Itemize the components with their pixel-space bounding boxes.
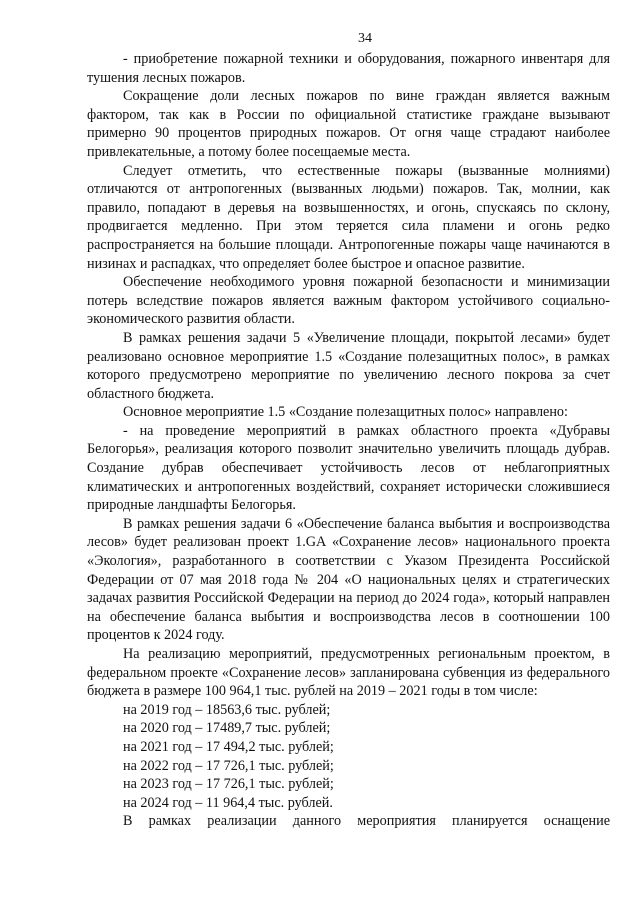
body-text (87, 50, 610, 831)
paragraph-oak-forests: - на проведение мероприятий в рамках областного проекта «Дубравы Белогорья», реализация которого позволит значительно увеличить площадь дубрав. Создание дубрав обеспечивает устойчивость лесов от неблагоприятных климатических и антропогенных воздействий, сохраняет исторически сложившиеся природные ландшафты Белогорья. (87, 422, 610, 514)
paragraph-measure-1-5: Основное мероприятие 1.5 «Создание полезащитных полос» направлено: (123, 404, 568, 421)
funding-2023: на 2023 год – 17 726,1 тыс. рублей; (123, 776, 334, 793)
page-number: 34 (358, 31, 372, 46)
paragraph-citizen-fires: Сокращение доли лесных пожаров по вине граждан является важным фактором, так как в России по официальной статистике граждане вызывают примерно 90 процентов природных пожаров. От огня чаще страдают наиболее привлекательные, а потому более посещаемые места. (87, 88, 610, 160)
funding-2020: на 2020 год – 17489,7 тыс. рублей; (123, 720, 331, 737)
paragraph-fire-equipment: - приобретение пожарной техники и оборудования, пожарного инвентаря для тушения лесных пожаров. (87, 51, 610, 86)
funding-2019: на 2019 год – 18563,6 тыс. рублей; (123, 701, 331, 718)
paragraph-final-line: В рамках реализации данного мероприятия планируется оснащение (123, 813, 610, 830)
paragraph-fire-safety: Обеспечение необходимого уровня пожарной безопасности и минимизации потерь вследствие пожаров является важным фактором устойчивого социально-экономического развития области. (87, 274, 610, 328)
funding-2024: на 2024 год – 11 964,4 тыс. рублей. (123, 794, 333, 811)
funding-2022: на 2022 год – 17 726,1 тыс. рублей; (123, 757, 334, 774)
funding-2021: на 2021 год – 17 494,2 тыс. рублей; (123, 738, 334, 755)
paragraph-task-6: В рамках решения задачи 6 «Обеспечение баланса выбытия и воспроизводства лесов» будет реализован проект 1.GA «Сохранение лесов» национального проекта «Экология», разработанного в соответствии с Указом Президента Российской Федерации от 07 мая 2018 года № 204 «О национальных целях и стратегических задачах развития Российской Федерации на период до 2024 года», который направлен на обеспечение баланса выбытия и воспроизводства лесов в соотношении 100 процентов к 2024 году. (87, 515, 610, 644)
paragraph-task-5: В рамках решения задачи 5 «Увеличение площади, покрытой лесами» будет реализовано основное мероприятие 1.5 «Создание полезащитных полос», в рамках которого предусмотрено мероприятие по увеличению лесного покрова за счет областного бюджета. (87, 329, 610, 402)
funding-list (87, 701, 610, 813)
paragraph-natural-fires: Следует отметить, что естественные пожары (вызванные молниями) отличаются от антропогенных (вызванных людьми) пожаров. Так, молнии, как правило, попадают в деревья на возвышенностях, и огонь, спускаясь по склону, продвигается медленно. При этом теряется сила пламени и огонь редко распространяется на большие площади. Антропогенные пожары чаще начинаются в низинах и распадках, что определяет более быстрое и опасное развитие. (87, 162, 610, 272)
paragraph-subvention: На реализацию мероприятий, предусмотренных региональным проектом, в федеральном проекте «Сохранение лесов» запланирована субвенция из федерального бюджета в размере 100 964,1 тыс. рублей на 2019 – 2021 годы в том числе: (87, 646, 610, 700)
